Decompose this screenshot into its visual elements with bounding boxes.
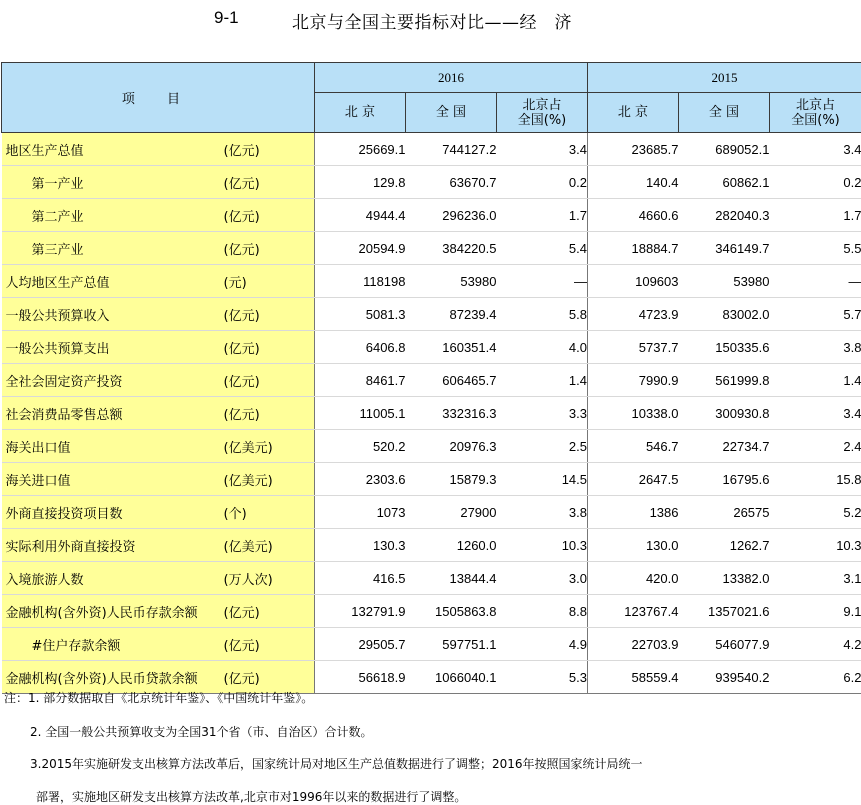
footnote-1: 注：1. 部分数据取自《北京统计年鉴》、《中国统计年鉴》。 [4, 691, 314, 705]
cell-share-2016: 2.5 [497, 430, 588, 463]
indicator-name: 人均地区生产总值 [5, 275, 110, 291]
cell-share-2015: 3.4 [770, 397, 861, 430]
table-row [2, 496, 861, 529]
indicator-name: 一般公共预算收入 [5, 308, 110, 324]
cell-national-2015: 546077.9 [679, 628, 770, 661]
cell-national-2016: 87239.4 [406, 298, 497, 331]
cell-beijing-2015: 7990.9 [588, 364, 679, 397]
table-row [2, 133, 861, 166]
cell-share-2016: 8.8 [497, 595, 588, 628]
cell-national-2015: 60862.1 [679, 166, 770, 199]
indicator-unit: (亿元) [223, 209, 260, 225]
cell-national-2015: 83002.0 [679, 298, 770, 331]
cell-share-2016: 0.2 [497, 166, 588, 199]
cell-national-2016: 332316.3 [406, 397, 497, 430]
cell-share-2016: — [497, 265, 588, 298]
indicator-name: 金融机构(含外资)人民币存款余额 [5, 605, 198, 621]
indicator-name: 全社会固定资产投资 [5, 374, 123, 390]
cell-share-2016: 3.0 [497, 562, 588, 595]
page-title [0, 8, 861, 33]
row-label [2, 661, 315, 694]
cell-beijing-2015: 22703.9 [588, 628, 679, 661]
cell-national-2016: 20976.3 [406, 430, 497, 463]
cell-beijing-2016: 11005.1 [315, 397, 406, 430]
cell-beijing-2015: 546.7 [588, 430, 679, 463]
cell-national-2015: 689052.1 [679, 133, 770, 166]
cell-beijing-2016: 118198 [315, 265, 406, 298]
indicator-name: 一般公共预算支出 [5, 341, 110, 357]
cell-beijing-2015: 18884.7 [588, 232, 679, 265]
indicator-unit: (亿元) [223, 638, 260, 654]
table-row [2, 562, 861, 595]
indicator-name: 实际利用外商直接投资 [5, 539, 136, 555]
table-row [2, 232, 861, 265]
cell-national-2015: 1357021.6 [679, 595, 770, 628]
row-label [2, 529, 315, 562]
cell-national-2016: 27900 [406, 496, 497, 529]
cell-beijing-2016: 130.3 [315, 529, 406, 562]
cell-share-2016: 10.3 [497, 529, 588, 562]
header-national: 全 国 [679, 93, 770, 133]
cell-beijing-2016: 2303.6 [315, 463, 406, 496]
indicator-unit: (亿元) [223, 143, 260, 159]
indicator-unit: (亿元) [223, 176, 260, 192]
table-row [2, 529, 861, 562]
indicator-name: #住户存款余额 [31, 638, 121, 654]
table-title: 北京与全国主要指标对比——经 济 [292, 13, 572, 33]
cell-share-2015: 1.7 [770, 199, 861, 232]
table-row [2, 265, 861, 298]
cell-share-2016: 1.7 [497, 199, 588, 232]
cell-share-2015: 6.2 [770, 661, 861, 694]
indicator-unit: (亿美元) [223, 539, 273, 555]
cell-national-2015: 16795.6 [679, 463, 770, 496]
cell-beijing-2016: 129.8 [315, 166, 406, 199]
header-item: 项 目 [2, 63, 315, 133]
table-row [2, 331, 861, 364]
cell-share-2016: 14.5 [497, 463, 588, 496]
footnote-2: 2. 全国一般公共预算收支为全国31个省（市、自治区）合计数。 [30, 725, 373, 739]
table-row [2, 430, 861, 463]
indicator-unit: (亿元) [223, 242, 260, 258]
row-label [2, 298, 315, 331]
table-row [2, 199, 861, 232]
cell-beijing-2016: 520.2 [315, 430, 406, 463]
cell-national-2016: 1505863.8 [406, 595, 497, 628]
table-row [2, 463, 861, 496]
indicator-name: 第三产业 [31, 242, 84, 258]
table-row [2, 298, 861, 331]
cell-national-2015: 13382.0 [679, 562, 770, 595]
table-row [2, 364, 861, 397]
indicator-name: 入境旅游人数 [5, 572, 84, 588]
indicator-name: 金融机构(含外资)人民币贷款余额 [5, 671, 198, 687]
indicator-unit: (元) [223, 275, 247, 291]
header-year-2016: 2016 [315, 63, 588, 93]
cell-share-2015: 5.5 [770, 232, 861, 265]
indicator-name: 社会消费品零售总额 [5, 407, 123, 423]
row-label [2, 496, 315, 529]
footnote-3-cont: 部署，实施地区研发支出核算方法改革,北京市对1996年以来的数据进行了调整。 [36, 790, 467, 804]
cell-share-2016: 5.8 [497, 298, 588, 331]
cell-share-2015: — [770, 265, 861, 298]
cell-share-2015: 2.4 [770, 430, 861, 463]
cell-beijing-2016: 132791.9 [315, 595, 406, 628]
table-number: 9-1 [214, 8, 239, 27]
cell-beijing-2015: 4723.9 [588, 298, 679, 331]
cell-national-2016: 1066040.1 [406, 661, 497, 694]
indicator-name: 第一产业 [31, 176, 84, 192]
cell-share-2015: 0.2 [770, 166, 861, 199]
cell-beijing-2015: 420.0 [588, 562, 679, 595]
indicator-unit: (亿元) [223, 374, 260, 390]
indicator-unit: (亿元) [223, 605, 260, 621]
cell-national-2016: 296236.0 [406, 199, 497, 232]
table-row [2, 397, 861, 430]
indicator-name: 外商直接投资项目数 [5, 506, 123, 522]
indicator-name: 第二产业 [31, 209, 84, 225]
cell-national-2015: 26575 [679, 496, 770, 529]
cell-beijing-2016: 25669.1 [315, 133, 406, 166]
indicator-unit: (亿元) [223, 341, 260, 357]
indicator-unit: (个) [223, 506, 247, 522]
cell-national-2016: 597751.1 [406, 628, 497, 661]
cell-national-2016: 606465.7 [406, 364, 497, 397]
cell-share-2015: 3.4 [770, 133, 861, 166]
cell-beijing-2015: 123767.4 [588, 595, 679, 628]
cell-national-2015: 300930.8 [679, 397, 770, 430]
cell-share-2016: 3.4 [497, 133, 588, 166]
cell-share-2015: 5.2 [770, 496, 861, 529]
cell-beijing-2016: 4944.4 [315, 199, 406, 232]
indicator-name: 海关进口值 [5, 473, 71, 489]
cell-beijing-2016: 8461.7 [315, 364, 406, 397]
cell-share-2016: 5.3 [497, 661, 588, 694]
cell-national-2015: 346149.7 [679, 232, 770, 265]
cell-beijing-2015: 5737.7 [588, 331, 679, 364]
comparison-table [1, 62, 861, 694]
header-share [770, 93, 861, 133]
cell-beijing-2015: 58559.4 [588, 661, 679, 694]
indicator-unit: (万人次) [223, 572, 273, 588]
cell-share-2015: 9.1 [770, 595, 861, 628]
cell-share-2015: 15.8 [770, 463, 861, 496]
cell-national-2016: 53980 [406, 265, 497, 298]
cell-national-2016: 384220.5 [406, 232, 497, 265]
cell-share-2016: 3.8 [497, 496, 588, 529]
cell-share-2015: 1.4 [770, 364, 861, 397]
header-year-2015: 2015 [588, 63, 861, 93]
share-label-line1: 北京占 [522, 97, 562, 113]
row-label [2, 562, 315, 595]
indicator-unit: (亿元) [223, 308, 260, 324]
cell-share-2016: 5.4 [497, 232, 588, 265]
cell-national-2015: 939540.2 [679, 661, 770, 694]
indicator-name: 海关出口值 [5, 440, 71, 456]
cell-beijing-2015: 140.4 [588, 166, 679, 199]
row-label [2, 397, 315, 430]
cell-beijing-2015: 130.0 [588, 529, 679, 562]
cell-share-2015: 4.2 [770, 628, 861, 661]
row-label [2, 628, 315, 661]
cell-national-2016: 744127.2 [406, 133, 497, 166]
cell-national-2015: 150335.6 [679, 331, 770, 364]
cell-beijing-2015: 109603 [588, 265, 679, 298]
cell-beijing-2016: 56618.9 [315, 661, 406, 694]
row-label [2, 364, 315, 397]
table-row [2, 661, 861, 694]
cell-share-2016: 4.9 [497, 628, 588, 661]
row-label [2, 133, 315, 166]
cell-share-2016: 4.0 [497, 331, 588, 364]
indicator-unit: (亿元) [223, 671, 260, 687]
cell-beijing-2015: 1386 [588, 496, 679, 529]
header-beijing: 北 京 [588, 93, 679, 133]
row-label [2, 430, 315, 463]
row-label [2, 199, 315, 232]
row-label [2, 595, 315, 628]
cell-national-2016: 160351.4 [406, 331, 497, 364]
cell-share-2015: 10.3 [770, 529, 861, 562]
indicator-unit: (亿美元) [223, 440, 273, 456]
header-national: 全 国 [406, 93, 497, 133]
cell-national-2015: 1262.7 [679, 529, 770, 562]
cell-share-2016: 1.4 [497, 364, 588, 397]
cell-share-2015: 3.1 [770, 562, 861, 595]
row-label [2, 463, 315, 496]
header-share [497, 93, 588, 133]
cell-beijing-2015: 23685.7 [588, 133, 679, 166]
share-label-line2: 全国(%) [517, 112, 567, 128]
cell-share-2015: 5.7 [770, 298, 861, 331]
cell-national-2015: 22734.7 [679, 430, 770, 463]
indicator-unit: (亿元) [223, 407, 260, 423]
row-label [2, 166, 315, 199]
cell-beijing-2016: 1073 [315, 496, 406, 529]
cell-national-2015: 282040.3 [679, 199, 770, 232]
cell-national-2016: 13844.4 [406, 562, 497, 595]
table-row [2, 166, 861, 199]
cell-national-2016: 15879.3 [406, 463, 497, 496]
indicator-name: 地区生产总值 [5, 143, 84, 159]
header-beijing: 北 京 [315, 93, 406, 133]
table-row [2, 628, 861, 661]
cell-beijing-2015: 4660.6 [588, 199, 679, 232]
row-label [2, 232, 315, 265]
cell-national-2016: 63670.7 [406, 166, 497, 199]
cell-beijing-2016: 29505.7 [315, 628, 406, 661]
cell-beijing-2015: 10338.0 [588, 397, 679, 430]
row-label [2, 265, 315, 298]
indicator-unit: (亿美元) [223, 473, 273, 489]
cell-beijing-2016: 20594.9 [315, 232, 406, 265]
share-label-line2: 全国(%) [791, 112, 840, 128]
cell-beijing-2015: 2647.5 [588, 463, 679, 496]
cell-beijing-2016: 6406.8 [315, 331, 406, 364]
cell-share-2016: 3.3 [497, 397, 588, 430]
row-label [2, 331, 315, 364]
table-body [2, 133, 861, 694]
cell-national-2015: 561999.8 [679, 364, 770, 397]
share-label-line1: 北京占 [795, 97, 835, 113]
cell-beijing-2016: 5081.3 [315, 298, 406, 331]
footnote-3: 3.2015年实施研发支出核算方法改革后，国家统计局对地区生产总值数据进行了调整；2016年按照国家统计局统一 [30, 757, 643, 771]
table-row [2, 595, 861, 628]
cell-share-2015: 3.8 [770, 331, 861, 364]
cell-national-2016: 1260.0 [406, 529, 497, 562]
cell-beijing-2016: 416.5 [315, 562, 406, 595]
cell-national-2015: 53980 [679, 265, 770, 298]
